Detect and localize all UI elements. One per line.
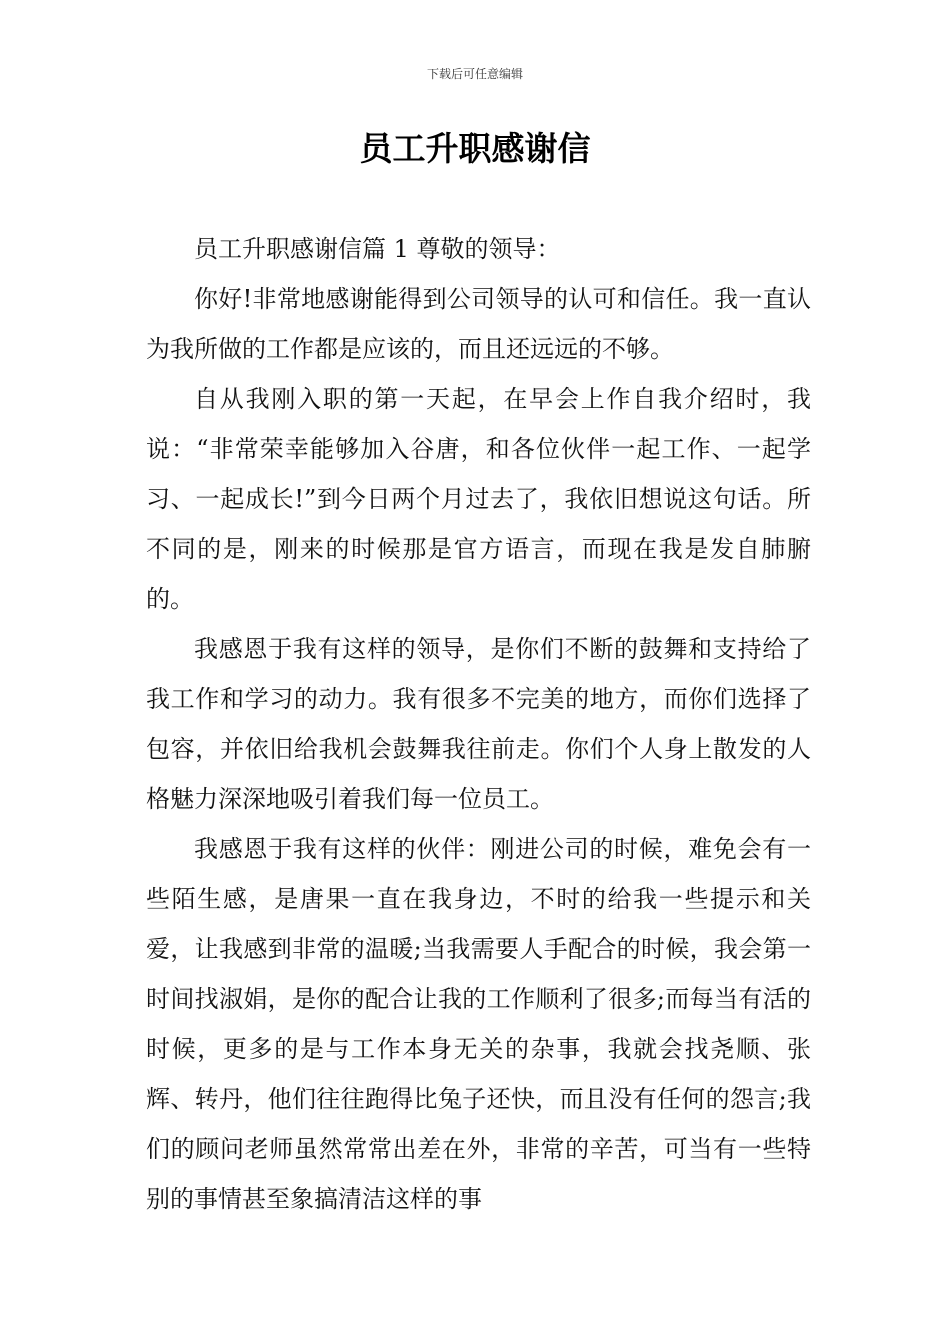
page-header-note: 下载后可任意编辑	[426, 67, 523, 81]
paragraph: 我感恩于我有这样的领导，是你们不断的鼓舞和支持给了我工作和学习的动力。我有很多不完美的地方，而你们选择了包容，并依旧给我机会鼓舞我往前走。你们个人身上散发的人格魅力深深地吸引着我们每一位员工。	[146, 635, 811, 813]
paragraph-salutation: 员工升职感谢信篇 1 尊敬的领导：	[194, 235, 561, 263]
document-title: 员工升职感谢信	[359, 129, 591, 168]
paragraph: 你好!非常地感谢能得到公司领导的认可和信任。我一直认为我所做的工作都是应该的，而且还远远的不够。	[146, 285, 811, 363]
paragraph: 自从我刚入职的第一天起，在早会上作自我介绍时，我说：“非常荣幸能够加入谷唐，和各位伙伴一起工作、一起学习、一起成长!”到今日两个月过去了，我依旧想说这句话。所不同的是，刚来的时候那是官方语言，而现在我是发自肺腑的。	[146, 385, 811, 613]
paragraph: 我感恩于我有这样的伙伴：刚进公司的时候，难免会有一些陌生感，是唐果一直在我身边，不时的给我一些提示和关爱，让我感到非常的温暖;当我需要人手配合的时候，我会第一时间找淑娟，是你的配合让我的工作顺利了很多;而每当有活的时候，更多的是与工作本身无关的杂事，我就会找尧顺、张辉、转丹，他们往往跑得比兔子还快，而且没有任何的怨言;我们的顾问老师虽然常常出差在外，非常的辛苦，可当有一些特别的事情甚至象搞清洁这样的事	[146, 835, 811, 1213]
document-body	[146, 224, 811, 1224]
